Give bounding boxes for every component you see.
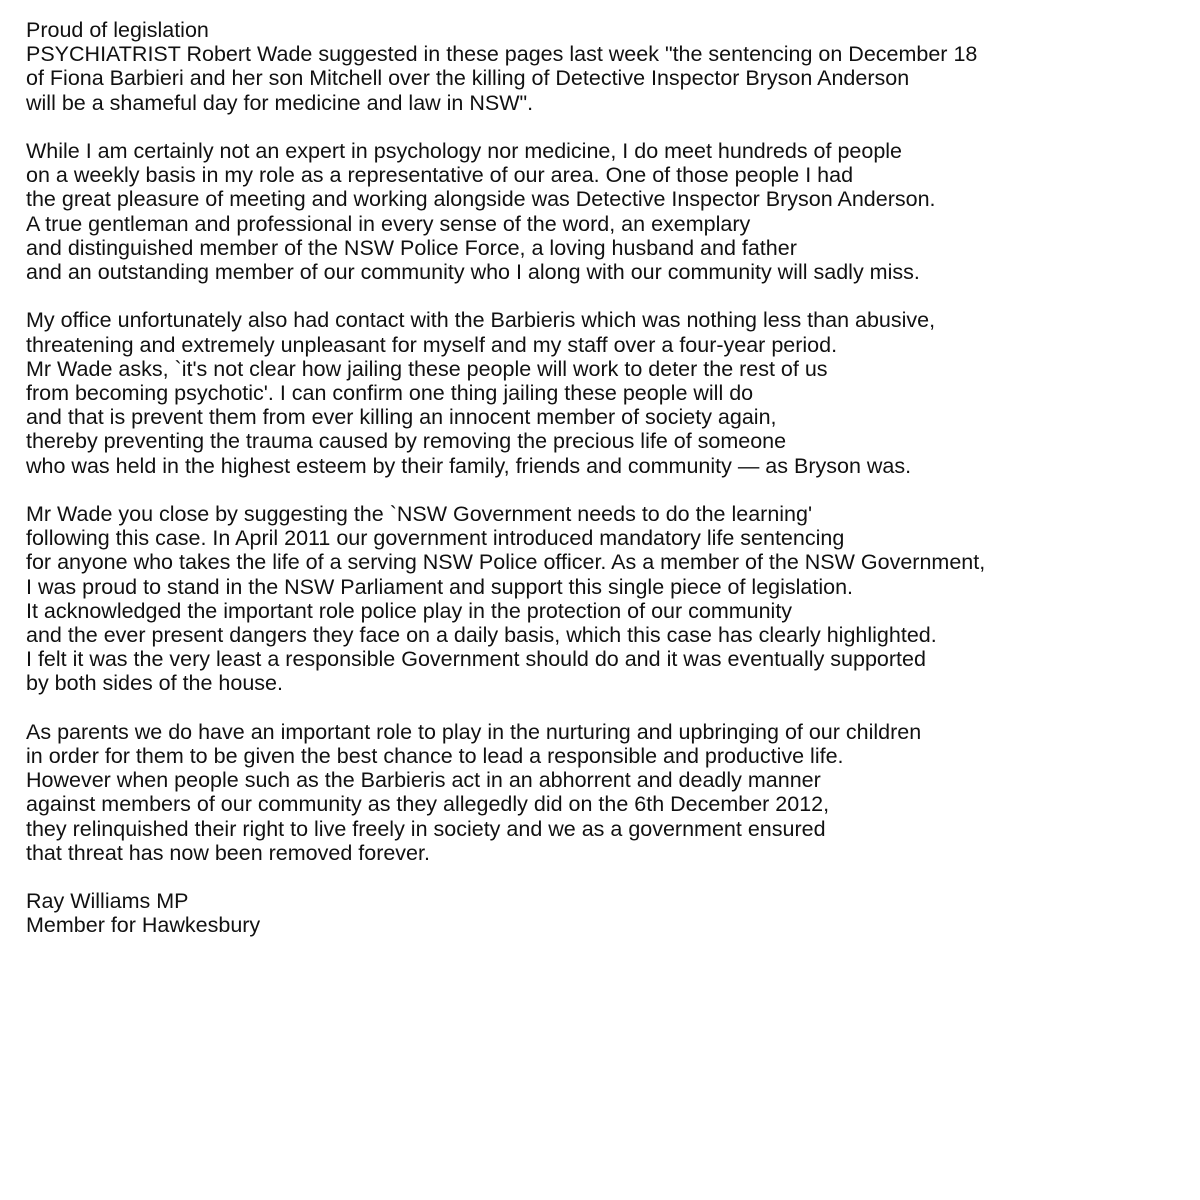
text-line: they relinquished their right to live freely in society and we as a government ensured	[26, 816, 826, 841]
text-line: My office unfortunately also had contact with the Barbieris which was nothing less than abusive,	[26, 308, 936, 333]
text-line: from becoming psychotic'. I can confirm one thing jailing these people will do	[26, 381, 754, 406]
text-line: the great pleasure of meeting and working alongside was Detective Inspector Bryson Anderson.	[26, 187, 936, 212]
text-line: threatening and extremely unpleasant for myself and my staff over a four-year period.	[26, 332, 838, 357]
text-line: and an outstanding member of our community who I along with our community will sadly miss.	[26, 260, 920, 285]
text-line: While I am certainly not an expert in psychology nor medicine, I do meet hundreds of people	[26, 139, 903, 163]
text-line: and that is prevent them from ever killing an innocent member of society again,	[26, 405, 777, 430]
text-line: on a weekly basis in my role as a representative of our area. One of those people I had	[26, 163, 854, 188]
text-line: However when people such as the Barbieris act in an abhorrent and deadly manner	[26, 768, 821, 793]
text-line: It acknowledged the important role police play in the protection of our community	[26, 598, 793, 623]
text-line: of Fiona Barbieri and her son Mitchell over the killing of Detective Inspector Bryson Anderson	[26, 66, 910, 91]
text-line: I was proud to stand in the NSW Parliament and support this single piece of legislation.	[26, 574, 854, 599]
text-line: following this case. In April 2011 our government introduced mandatory life sentencing	[26, 526, 845, 551]
text-line: A true gentleman and professional in every sense of the word, an exemplary	[26, 211, 751, 236]
signature-block	[26, 889, 1186, 937]
letter	[26, 18, 1186, 962]
text-line: will be a shameful day for medicine and law in NSW".	[26, 90, 534, 115]
text-line: for anyone who takes the life of a serving NSW Police officer. As a member of the NSW Government,	[26, 550, 986, 575]
signature-role: Member for Hawkesbury	[26, 913, 261, 938]
text-line: I felt it was the very least a responsible Government should do and it was eventually supported	[26, 647, 926, 672]
paragraph-1	[26, 139, 1186, 284]
text-line: in order for them to be given the best chance to lead a responsible and productive life.	[26, 744, 844, 769]
intro-paragraph	[26, 18, 1186, 115]
text-line: against members of our community as they allegedly did on the 6th December 2012,	[26, 792, 830, 817]
letter-title: Proud of legislation	[26, 18, 209, 42]
text-line: thereby preventing the trauma caused by removing the precious life of someone	[26, 429, 787, 454]
text-line: and distinguished member of the NSW Police Force, a loving husband and father	[26, 235, 797, 260]
text-line: As parents we do have an important role to play in the nurturing and upbringing of our children	[26, 719, 922, 744]
text-line: PSYCHIATRIST Robert Wade suggested in these pages last week "the sentencing on December 18	[26, 42, 978, 67]
text-line: and the ever present dangers they face on a daily basis, which this case has clearly highlighted.	[26, 623, 937, 648]
text-line: who was held in the highest esteem by their family, friends and community — as Bryson was.	[26, 453, 912, 478]
signature-name: Ray Williams MP	[26, 889, 189, 914]
text-line: that threat has now been removed forever.	[26, 840, 430, 865]
text-line: Mr Wade you close by suggesting the `NSW Government needs to do the learning'	[26, 502, 813, 527]
paragraph-4	[26, 720, 1186, 865]
text-line: by both sides of the house.	[26, 671, 283, 696]
paragraph-3	[26, 502, 1186, 696]
paragraph-2	[26, 308, 1186, 477]
text-line: Mr Wade asks, `it's not clear how jailing these people will work to deter the rest of us	[26, 356, 828, 381]
